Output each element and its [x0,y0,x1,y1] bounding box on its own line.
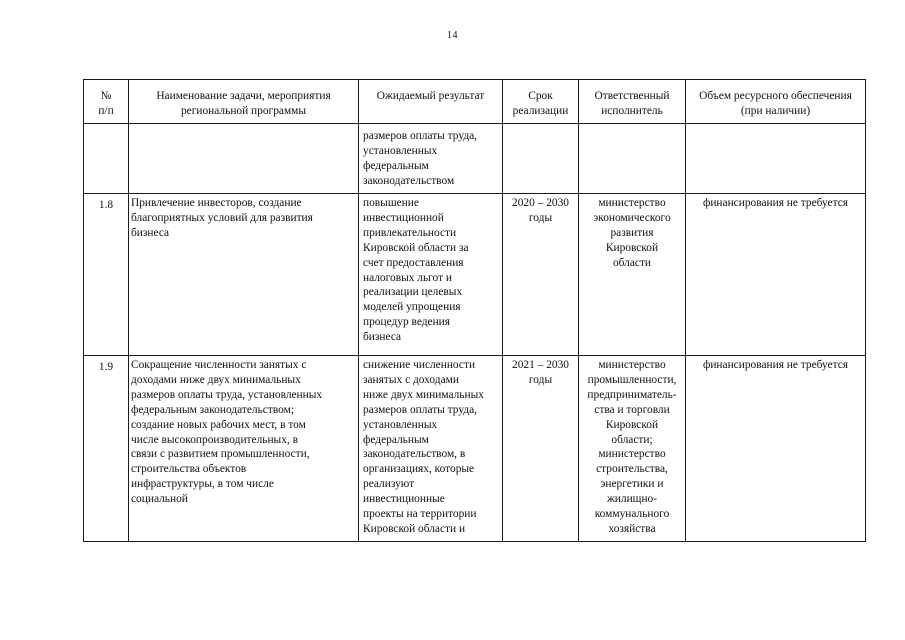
cell-result: размеров оплаты труда, установленных федеральным законодательством [359,124,503,194]
header-resources: Объем ресурсного обеспечения (при наличии) [686,80,866,124]
cell-executor [579,124,686,194]
cell-resources: финансирования не требуется [686,356,866,542]
cell-num: 1.9 [84,356,129,542]
cell-num [84,124,129,194]
header-term: Срок реализации [503,80,579,124]
cell-task [129,124,359,194]
header-executor: Ответственный исполнитель [579,80,686,124]
cell-result: повышение инвестиционной привлекательности Кировской области за счет предоставления налоговых льгот и реализации целевых моделей упрощения процедур ведения бизнеса [359,194,503,356]
cell-resources: финансирования не требуется [686,194,866,356]
cell-task: Сокращение численности занятых с доходами ниже двух минимальных размеров оплаты труда, установленных федеральным законодательством; создание новых рабочих мест, в том числе высокопроизводительных, в связи с развитием промышленности, строительства объектов инфраструктуры, в том числе социальной [129,356,359,542]
cell-resources [686,124,866,194]
table-row-continuation [84,124,866,194]
cell-task: Привлечение инвесторов, создание благоприятных условий для развития бизнеса [129,194,359,356]
table-row-1-8 [84,194,866,356]
table-row-1-9 [84,356,866,542]
cell-term: 2021 – 2030 годы [503,356,579,542]
page-number: 14 [447,30,458,41]
cell-result: снижение численности занятых с доходами ниже двух минимальных размеров оплаты труда, установленных федеральным законодательством, в организациях, которые реализуют инвестиционные проекты на территории Кировской области и [359,356,503,542]
header-num: № п/п [84,80,129,124]
program-table [83,79,866,542]
cell-term: 2020 – 2030 годы [503,194,579,356]
cell-term [503,124,579,194]
table-header-row [84,80,866,124]
header-task: Наименование задачи, мероприятия региональной программы [129,80,359,124]
cell-executor: министерство экономического развития Кировской области [579,194,686,356]
cell-num: 1.8 [84,194,129,356]
header-result: Ожидаемый результат [359,80,503,124]
cell-executor: министерство промышленности, предприниматель- ства и торговли Кировской области; министерство строительства, энергетики и жилищно- коммунального хозяйства [579,356,686,542]
